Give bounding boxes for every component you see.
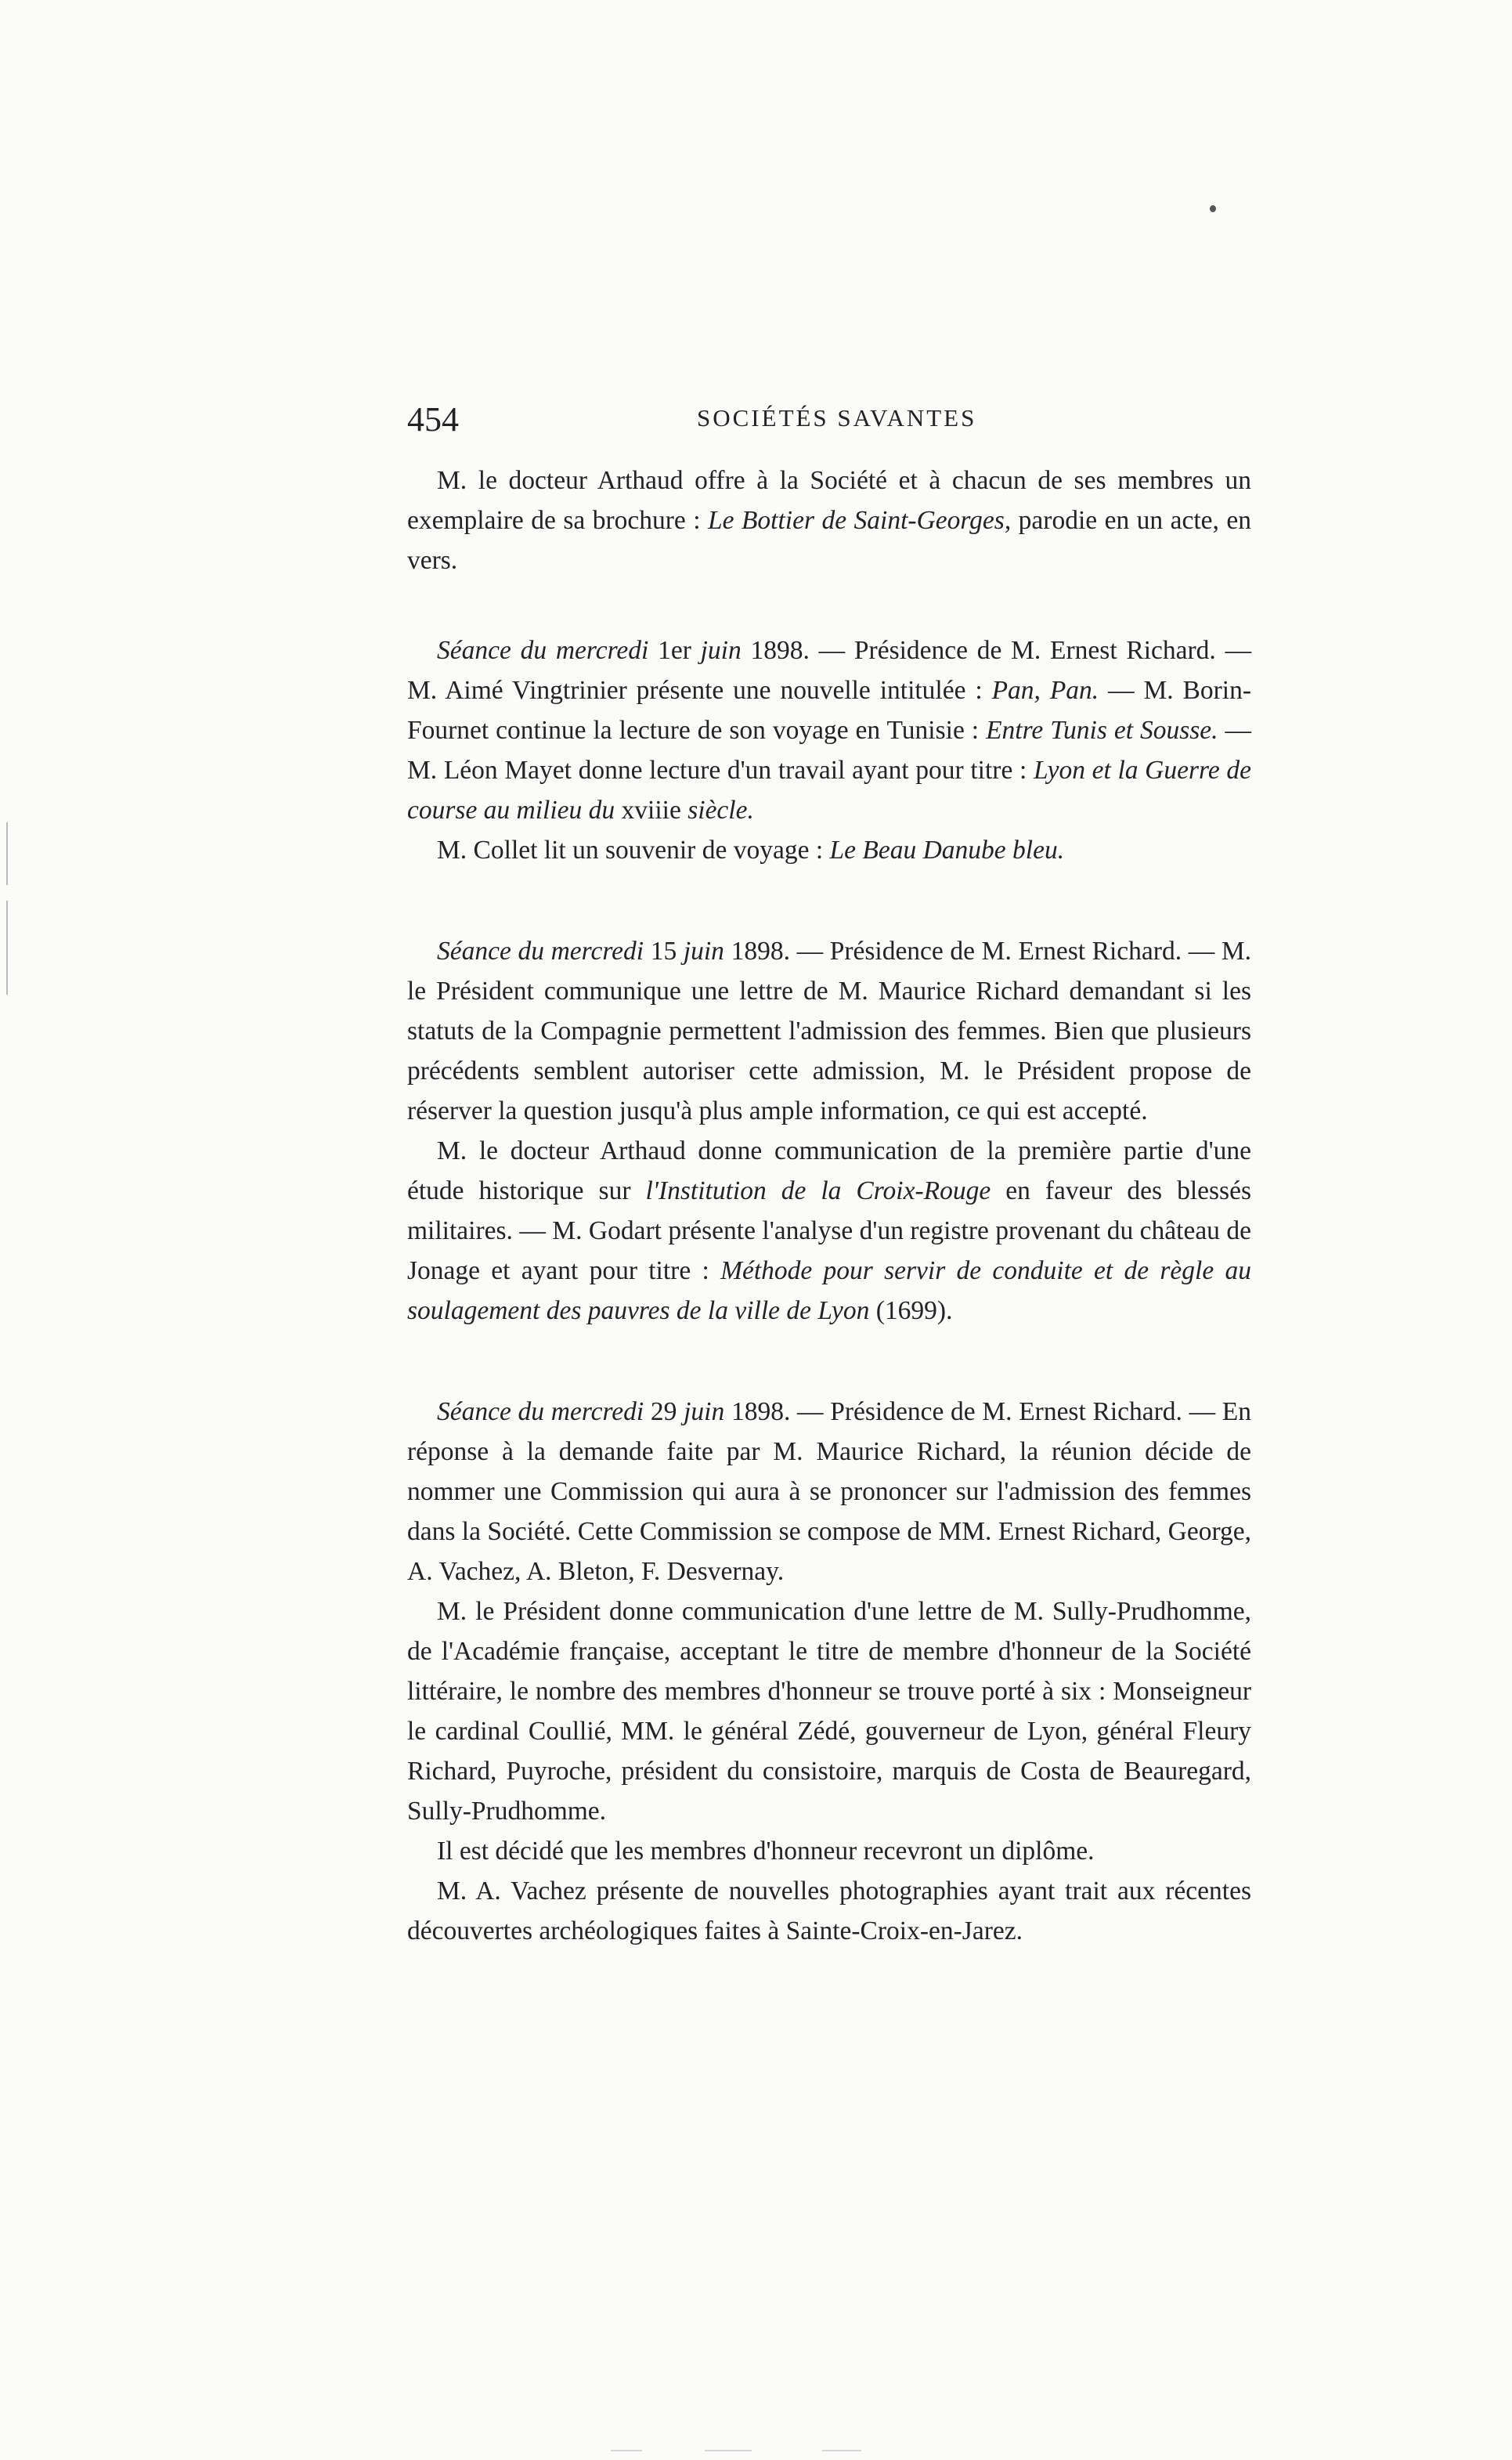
- session-date-day: 1er: [658, 636, 691, 665]
- scan-edge-mark: [822, 2450, 861, 2451]
- work-title: Méthode pour servir de conduite et de règle au soulagement des pauvres de la ville de Lyon: [407, 1256, 1252, 1325]
- work-title: Lyon et la Guerre de course au milieu du: [407, 756, 1251, 825]
- scan-edge-mark: [6, 901, 8, 995]
- session-heading: Séance du mercredi: [437, 1397, 644, 1426]
- work-title: Pan, Pan.: [991, 676, 1099, 705]
- paragraph-arthaud-brochure: M. le docteur Arthaud offre à la Société et à chacun de ses membres un exemplaire de sa brochure : Le Bottier de Saint-Georges, parodie en un acte, en vers.: [407, 466, 1251, 575]
- session-1-june: Séance du mercredi 1er juin 1898. — Présidence de M. Ernest Richard. — M. Aimé Vingtrinier présente une nouvelle intitulée : Pan, Pan. — M. Borin-Fournet continue la lecture de son voyage en Tunisie : Entre Tunis et Sousse. — M. Léon Mayet donne lecture d'un travail ayant pour titre : Lyon et la Guerre de course au milieu du xviiie siècle.: [407, 636, 1252, 825]
- session-presidency: — Présidence de M. Ernest Richard.: [797, 1397, 1182, 1426]
- scan-speck: [1210, 205, 1216, 212]
- page-header: [407, 399, 1253, 454]
- work-title: Le Beau Danube bleu.: [829, 836, 1065, 865]
- paragraph-collet: M. Collet lit un souvenir de voyage : Le Beau Danube bleu.: [437, 836, 1065, 865]
- session-heading: Séance du mercredi: [437, 636, 649, 665]
- session-heading: Séance du mercredi: [437, 937, 644, 966]
- body-text: [407, 461, 1251, 1951]
- session-presidency: — Présidence de M. Ernest Richard.: [796, 937, 1182, 966]
- paragraph-vachez: M. A. Vachez présente de nouvelles photographies ayant trait aux récentes découvertes archéologiques faites à Sainte-Croix-en-Jarez.: [407, 1877, 1251, 1945]
- paragraph-sully-prudhomme: M. le Président donne communication d'une lettre de M. Sully-Prudhomme, de l'Académie française, acceptant le titre de membre d'honneur de la Société littéraire, le nombre des membres d'honneur se trouve porté à six : Monseigneur le cardinal Coullié, MM. le général Zédé, gouverneur de Lyon, général Fleury Richard, Puyroche, président du consistoire, marquis de Costa de Beauregard, Sully-Prudhomme.: [407, 1597, 1251, 1826]
- session-presidency: — Présidence de M. Ernest Richard.: [818, 636, 1216, 665]
- paragraph-diplome: Il est décidé que les membres d'honneur recevront un diplôme.: [437, 1837, 1095, 1866]
- session-15-june: Séance du mercredi 15 juin 1898. — Présidence de M. Ernest Richard. — M. le Président communique une lettre de M. Maurice Richard demandant si les statuts de la Compagnie permettent l'admission des femmes. Bien que plusieurs précédents semblent autoriser cette admission, M. le Président propose de réserver la question jusqu'à plus ample information, ce qui est accepté.: [407, 937, 1251, 1125]
- scan-edge-mark: [705, 2450, 752, 2451]
- paragraph-croix-rouge: M. le docteur Arthaud donne communication de la première partie d'une étude historique sur l'Institution de la Croix-Rouge en faveur des blessés militaires. — M. Godart présente l'analyse d'un registre provenant du château de Jonage et ayant pour titre : Méthode pour servir de conduite et de règle au soulagement des pauvres de la ville de Lyon (1699).: [407, 1136, 1252, 1325]
- work-title: l'Institution de la Croix-Rouge: [645, 1176, 991, 1205]
- page-number: 454: [407, 400, 459, 439]
- work-title: Entre Tunis et Sousse.: [986, 716, 1218, 745]
- scan-edge-mark: [611, 2450, 642, 2451]
- session-29-june: Séance du mercredi 29 juin 1898. — Présidence de M. Ernest Richard. — En réponse à la demande faite par M. Maurice Richard, la réunion décide de nommer une Commission qui aura à se prononcer sur l'admission des femmes dans la Société. Cette Commission se compose de MM. Ernest Richard, George, A. Vachez, A. Bleton, F. Desvernay.: [407, 1397, 1252, 1586]
- running-title: SOCIÉTÉS SAVANTES: [697, 404, 977, 432]
- work-title: Le Bottier de Saint-Georges,: [708, 506, 1012, 535]
- scan-edge-mark: [6, 822, 8, 885]
